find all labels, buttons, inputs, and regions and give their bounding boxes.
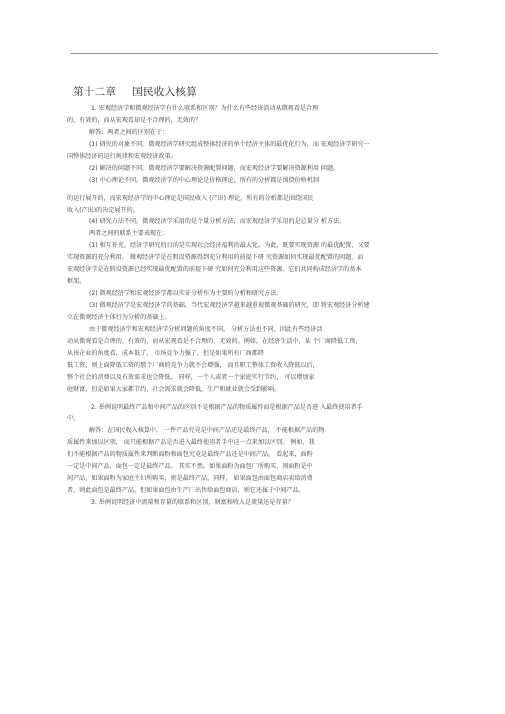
chapter-heading [73,84,197,99]
paragraph-line: 框架。 [67,278,86,286]
paragraph-line: (1) 相互补充。经济学研究的目的是实现社会经济福利的最大化。为此，既要实现资源 的最优配置，又要 [89,242,370,250]
paragraph-line: 立在微观经济主体行为分析的基础上。 [67,313,171,321]
question-2: 2. 举例说明最终产品和中间产品的区别不是根据产品的物质属性而是根据产品是否进 入最终使用者手 [91,403,363,411]
paragraph-line: 国整体经济的运行规律和宏观经济政策。 [67,152,177,160]
chapter-title: 国民收入核算 [132,86,198,98]
paragraph-line: 低工资，则上面降低工资的那个厂商的竞争力就不会增强， 而且职工整体工资收入降低以后， [67,361,319,369]
paragraph-line: 由于微观经济学和宏观经济学分析问题的角度不同， 分析方法也不同，因此有些经济活 [89,325,323,333]
paragraph-line: 实现资源的充分利用。 微观经济学是在假设资源得到充分利用的前提下研 究资源如何实现最优配置的问题，而 [67,254,364,262]
paragraph-line: 的运行展开的，而宏观经济学的中心理论是国民收入 (产出) 理论，所有的分析都是围绕国民 [67,194,314,202]
paragraph-line: 从该企业的角度看，成本低了， 市场竞争力强了，但是如果所有厂商都降 [67,349,264,357]
paragraph-line: (2) 解决的问题不同。微观经济学要解决资源配置问题，而宏观经济学要解决资源利用 问题。 [89,164,340,172]
paragraph-line: 间产品，如果面粉为家庭主妇所购买，则是最终产品。同样， 如果面包由面包商店卖给消费 [67,475,313,483]
chapter-number: 第十二章 [73,86,117,98]
paragraph-line: (3) 中心理论不同。微观经济学的中心理论是价格理论，所有的分析都是围绕价格机制 [89,176,319,184]
paragraph-line: 们不能根据产品的物质属性来判断面粉和面包究竟是最终产品还是中间产品。 看起来，面粉 [67,451,313,459]
paragraph-line: 者，则此面包是最终产品，但如果面包由生产厂出售给面包商店，则它还属于中间产品。 [67,487,305,495]
question-1-cont: 的，有效的，而从宏观看却是不合理的，无效的？ [67,116,202,124]
paragraph-line: (1) 研究的对象不同。微观经济学研究组成整体经济的单个经济主体的最优化行为，而 宏观经济学研究一 [89,140,370,148]
header-rule [70,53,438,54]
paragraph-line: 两者之间的联系主要表现在： [89,230,169,238]
paragraph-line: 质属性来加以区别， 而只能根据产品是否进入最终使用者手中这一点来加以区别。 例如，我 [67,439,315,447]
paragraph-line: 整个社会的消费以及有效需求也会降低。 同样，一个人或者一个家庭实行节约， 可以增加家 [67,373,315,381]
document-body [67,103,442,509]
question-2-cont: 中。 [67,415,80,423]
question-3: 3. 举例说明经济中流量和存量的联系和区别，财富和收入是流量还是存量？ [91,499,294,506]
answer-1-intro: 解答：两者之间的区别在于： [89,128,169,136]
paragraph-line: 动从微观看是合理的，有效的，而从宏观看是不合理的，无效的。例如，在经济生活中，某 个厂商降低工资， [67,337,362,345]
paragraph-line: 宏观经济学是在假设资源已经实现最优配置的前提下研 究如何充分利用这些资源。它们共同构成经济学的基本 [67,266,362,274]
paragraph-line: 解答：在国民收入核算中， 一件产品究竟是中间产品还是最终产品， 不能根据产品的物 [89,427,325,435]
question-1: 1. 宏观经济学和微观经济学有什么联系和区别？为什么有些经济活动从微观看是合理 [91,105,319,112]
paragraph-line: 庭财富，但是如果大家都节约，社会需求就会降低，生产和就业就会受到影响。 [67,385,281,393]
paragraph-line: (4) 研究方法不同。微观经济学采用的是个量分析方法，而宏观经济学采用的是总量分 析方法。 [89,218,346,226]
paragraph-line: (3) 微观经济学是宏观经济学的基础。当代宏观经济学越来越重视微观基础的研究，即 将宏观经济分析建 [89,302,370,309]
paragraph-line: 收入(产出)的决定展开的。 [67,206,139,214]
paragraph-line: (2) 微观经济学和宏观经济学都以实证分析作为主要的分析和研究方法。 [89,290,283,298]
paragraph-line: 一定是中间产品，面包一定是最终产品。 其实不然。如果面粉为面包厂所购买，则面粉是中 [67,463,313,471]
